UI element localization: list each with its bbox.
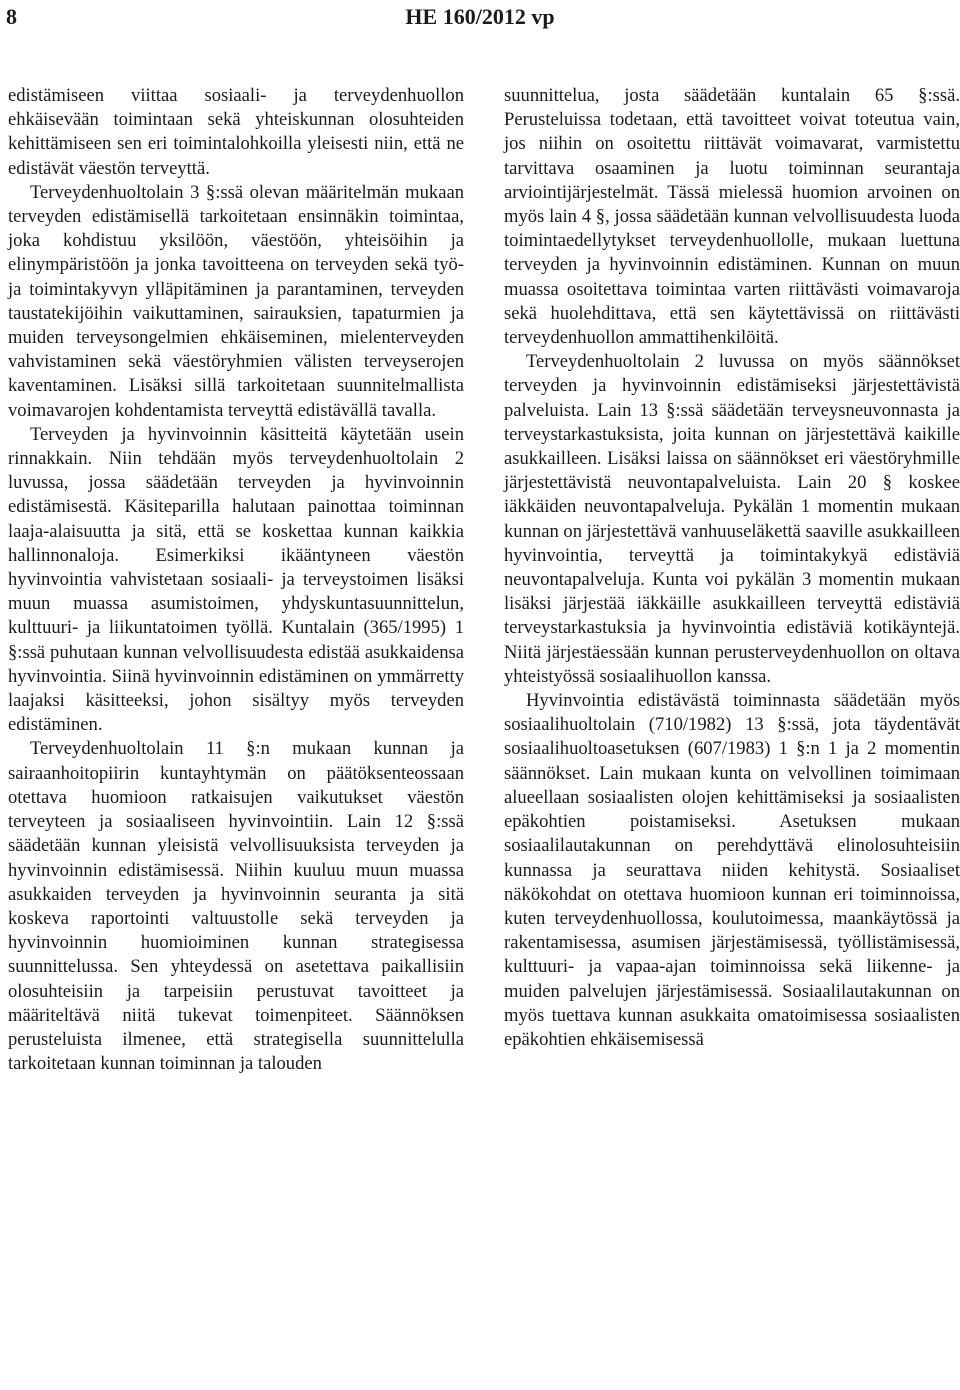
- page-header: [0, 0, 960, 34]
- paragraph: suunnittelua, josta säädetään kuntalain 65 §:ssä. Perusteluissa todetaan, että tavoitteet voivat toteutua vain, jos niihin on osoitettu riittävät voimavarat, varmistettu tarvittava osaaminen ja luotu toiminnan seurantaja arviointijärjestelmät. Tässä mielessä huomion arvoinen on myös lain 4 §, jossa säädetään kunnan velvollisuudesta luoda toimintaedellytykset terveydenhuollolle, mukaan luettuna terveyden ja hyvinvoinnin edistäminen. Kunnan on muun muassa osoitettava toimintaa varten riittävästi voimavaroja sekä huolehdittava, että sen käytettävissä on riittävästi terveydenhuollon ammattihenkilöitä.: [504, 85, 960, 349]
- paragraph: Hyvinvointia edistävästä toiminnasta säädetään myös sosiaalihuoltolain (710/1982) 13 §:ssä, jota täydentävät sosiaalihuoltoasetuksen (607/1983) 1 §:n 1 ja 2 momentin säännökset. Lain mukaan kunta on velvollinen toimimaan alueellaan sosiaalisten olojen kehittämiseksi ja sosiaalisten epäkohtien poistamiseksi. Asetuksen mukaan sosiaalilautakunnan on perehdyttävä elinolosuhteisiin kunnassa ja seurattava niiden kehitystä. Sosiaaliset näkökohdat on otettava huomioon kunnan eri toiminnoissa, kuten terveydenhuollossa, koulutoimessa, maankäytössä ja rakentamisessa, asumisen järjestämisessä, työllistämisessä, kulttuuri- ja vapaa-ajan toiminnoissa sekä liikenne- ja muiden palvelujen järjestämisessä. Sosiaalilautakunnan on myös tuettava kunnan asukkaita omatoimisessa sosiaalisten epäkohtien ehkäisemisessä: [504, 690, 960, 1050]
- text-columns: [8, 84, 960, 1076]
- right-column: [504, 84, 960, 1076]
- document-id: HE 160/2012 vp: [405, 4, 555, 29]
- left-column: [8, 84, 464, 1076]
- page-number: 8: [6, 4, 17, 29]
- paragraph: Terveydenhuoltolain 3 §:ssä olevan määritelmän mukaan terveyden edistämisellä tarkoitetaan ensinnäkin toimintaa, joka kohdistuu yksilöön, väestöön, yhteisöihin ja elinympäristöön ja jonka tavoitteena on terveyden sekä työ- ja toimintakyvyn ylläpitäminen ja parantaminen, terveyden taustatekijöihin vaikuttaminen, sairauksien, tapaturmien ja muiden terveysongelmien ehkäiseminen, mielenterveyden vahvistaminen sekä väestöryhmien välisten terveyserojen kaventaminen. Lisäksi sillä tarkoitetaan suunnitelmallista voimavarojen kohdentamista terveyttä edistävällä tavalla.: [8, 181, 464, 421]
- paragraph: edistämiseen viittaa sosiaali- ja terveydenhuollon ehkäisevään toimintaan sekä yhteiskunnan olosuhteiden kehittämiseen sen eri toimintalohkoilla yleisesti niin, että ne edistävät väestön terveyttä.: [8, 85, 464, 179]
- paragraph: Terveydenhuoltolain 2 luvussa on myös säännökset terveyden ja hyvinvoinnin edistämiseksi järjestettävistä palveluista. Lain 13 §:ssä säädetään terveysneuvonnasta ja terveystarkastuksista, joita kunnan on järjestettävä kaikille asukkailleen. Lisäksi laissa on säännökset eri väestöryhmille järjestettävistä neuvontapalveluista. Lain 20 § koskee iäkkäiden neuvontapalveluja. Pykälän 1 momentin mukaan kunnan on järjestettävä vanhuuseläkettä saaville asukkailleen hyvinvointia, terveyttä ja toimintakykyä edistäviä neuvontapalveluja. Kunta voi pykälän 3 momentin mukaan lisäksi järjestää iäkkäille asukkailleen terveyttä edistäviä terveystarkastuksia ja hyvinvointia edistäviä kotikäyntejä. Niitä järjestäessään kunnan perusterveydenhuollon on oltava yhteistyössä sosiaalihuollon kanssa.: [504, 351, 960, 687]
- paragraph: Terveyden ja hyvinvoinnin käsitteitä käytetään usein rinnakkain. Niin tehdään myös terveydenhuoltolain 2 luvussa, jossa säädetään terveyden ja hyvinvoinnin edistämisestä. Käsiteparilla halutaan painottaa toiminnan laaja-alaisuutta ja sitä, että se koskettaa kunnan kaikkia hallinnonaloja. Esimerkiksi ikääntyneen väestön hyvinvointia vahvistetaan sosiaali- ja terveystoimen lisäksi muun muassa asumistoimen, yhdyskuntasuunnittelun, kulttuuri- ja liikuntatoimen työllä. Kuntalain (365/1995) 1 §:ssä puhutaan kunnan velvollisuudesta edistää asukkaidensa hyvinvointia. Siinä hyvinvoinnin edistäminen on ymmärretty laajaksi käsitteeksi, johon sisältyy myös terveyden edistäminen.: [8, 423, 464, 736]
- paragraph: Terveydenhuoltolain 11 §:n mukaan kunnan ja sairaanhoitopiirin kuntayhtymän on päätöksenteossaan otettava huomioon ratkaisujen vaikutukset väestön terveyteen ja sosiaaliseen hyvinvointiin. Lain 12 §:ssä säädetään kunnan yleisistä velvollisuuksista terveyden ja hyvinvoinnin edistämisessä. Niihin kuuluu muun muassa asukkaiden terveyden ja hyvinvoinnin seuranta ja sitä koskeva raportointi valtuustolle sekä terveyden ja hyvinvoinnin huomioiminen kunnan strategisessa suunnittelussa. Sen yhteydessä on asetettava paikallisiin olosuhteisiin ja tarpeisiin perustuvat tavoitteet ja määriteltävä niitä tukevat toimenpiteet. Säännöksen perusteluista ilmenee, että strategisella suunnittelulla tarkoitetaan kunnan toiminnan ja talouden: [8, 738, 464, 1075]
